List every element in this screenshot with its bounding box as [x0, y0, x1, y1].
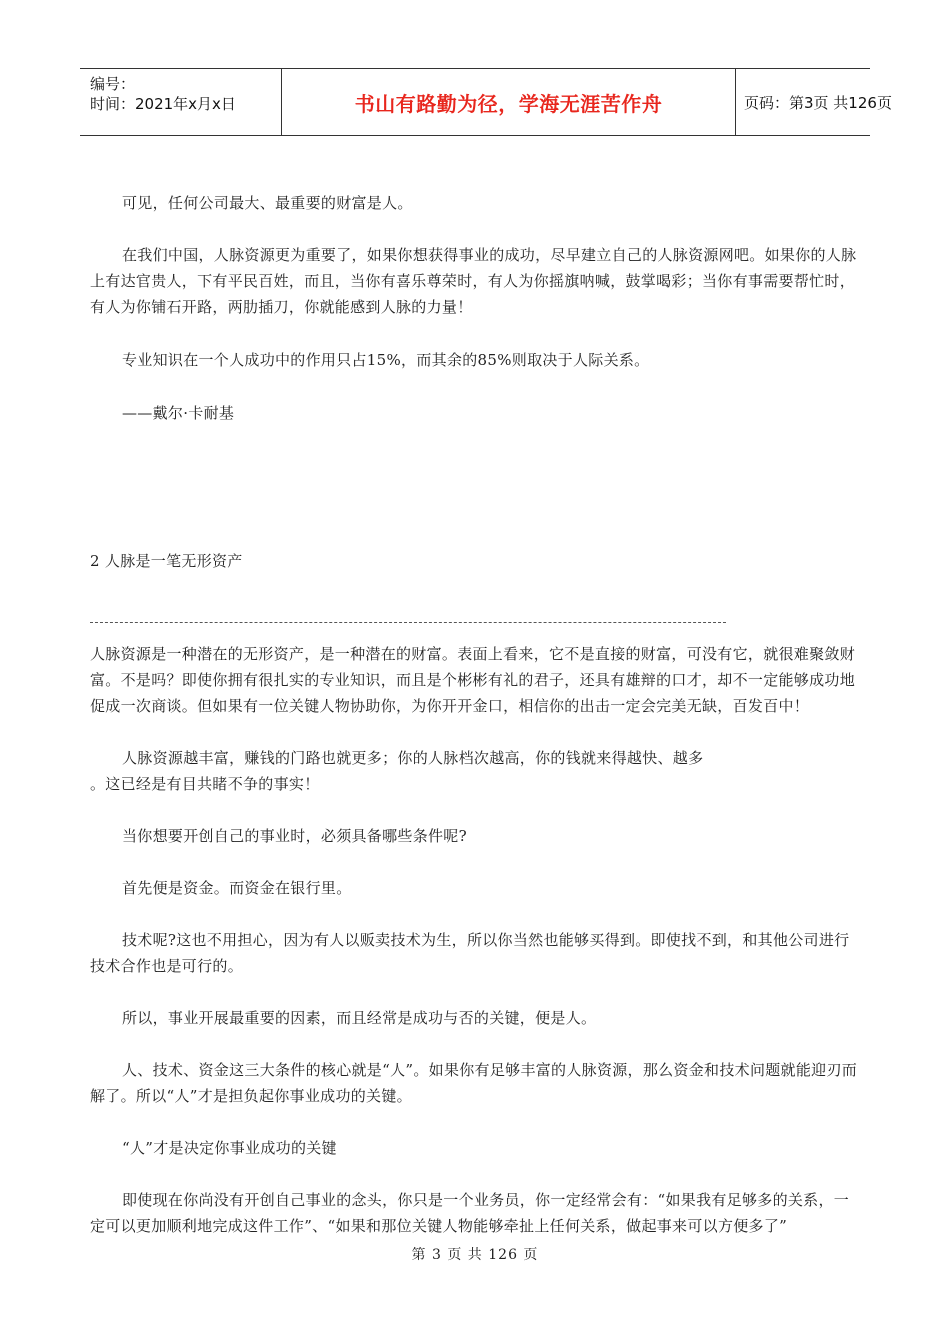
paragraph: 所以，事业开展最重要的因素，而且经常是成功与否的关键，便是人。: [122, 1009, 597, 1027]
paragraph: 当你想要开创自己的事业时，必须具备哪些条件呢?: [122, 827, 467, 845]
paragraph: 在我们中国，人脉资源更为重要了，如果你想获得事业的成功，尽早建立自己的人脉资源网吧。如果你的人脉上有达官贵人，下有平民百姓，而且，当你有喜乐尊荣时，有人为你摇旗呐喊，鼓掌喝彩；当你有事需要帮忙时，有人为你铺石开路，两肋插刀，你就能感到人脉的力量！: [90, 246, 857, 316]
header-page-code: 页码：第3页 共126页: [744, 93, 892, 112]
paragraph: 即使现在你尚没有开创自己事业的念头，你只是一个业务员，你一定经常会有：“如果我有足够多的关系，一定可以更加顺利地完成这件工作”、“如果和那位关键人物能够牵扯上任何关系，做起事来可以方便多了”: [90, 1191, 850, 1235]
quote-attribution: ——戴尔·卡耐基: [122, 404, 235, 422]
document-date-label: 时间：2021年x月x日: [90, 95, 236, 113]
document-body: [90, 190, 860, 1239]
document-number-label: 编号：: [90, 75, 136, 93]
paragraph: 首先便是资金。而资金在银行里。: [122, 879, 352, 897]
subheading: “人”才是决定你事业成功的关键: [122, 1139, 337, 1157]
header-slogan-cell: [282, 69, 736, 135]
paragraph: 人脉资源越丰富，赚钱的门路也就更多；你的人脉档次越高，你的钱就来得越快、越多: [122, 749, 704, 767]
paragraph: 专业知识在一个人成功中的作用只占15%，而其余的85%则取决于人际关系。: [122, 351, 650, 369]
paragraph: 可见，任何公司最大、最重要的财富是人。: [122, 194, 413, 212]
header-page-cell: [736, 69, 892, 135]
paragraph: 技术呢?这也不用担心，因为有人以贩卖技术为生，所以你当然也能够买得到。即使找不到，和其他公司进行技术合作也是可行的。: [90, 931, 850, 975]
page-header: [80, 68, 892, 136]
paragraph-continuation: 。这已经是有目共睹不争的事实！: [90, 775, 320, 793]
page-footer: 第 3 页 共 126 页: [411, 1247, 539, 1263]
section-title: 2 人脉是一笔无形资产: [90, 552, 243, 570]
paragraph: 人、技术、资金这三大条件的核心就是“人”。如果你有足够丰富的人脉资源，那么资金和技术问题就能迎刃而解了。所以“人”才是担负起你事业成功的关键。: [90, 1061, 858, 1105]
header-slogan: 书山有路勤为径，学海无涯苦作舟: [354, 91, 663, 116]
paragraph: 人脉资源是一种潜在的无形资产，是一种潜在的财富。表面上看来，它不是直接的财富，可没有它，就很难聚敛财富。不是吗？即使你拥有很扎实的专业知识，而且是个彬彬有礼的君子，还具有雄辩的口才，却不一定能够成功地促成一次商谈。但如果有一位关键人物协助你，为你开开金口，相信你的出击一定会完美无缺，百发百中！: [90, 645, 856, 715]
header-meta-cell: [80, 69, 282, 135]
section-divider: [90, 622, 726, 623]
